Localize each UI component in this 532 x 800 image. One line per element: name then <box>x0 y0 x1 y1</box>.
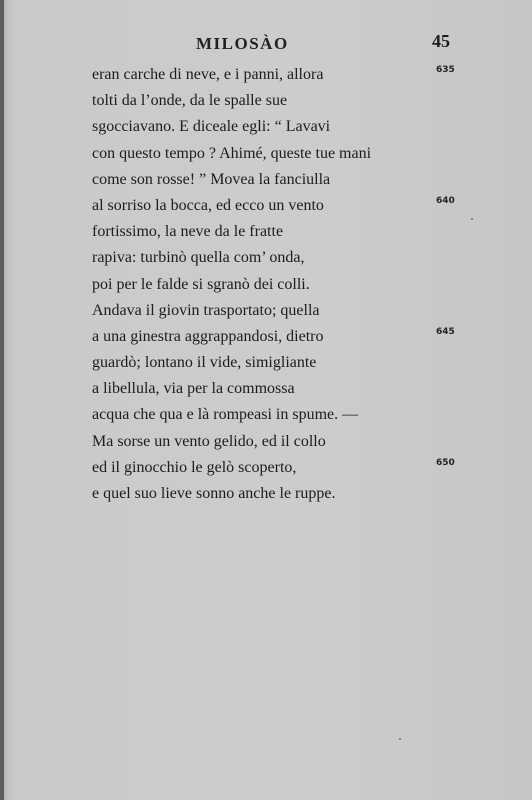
verse-line <box>92 402 452 428</box>
line-number: 650 <box>436 457 455 468</box>
verse-text: sgocciavano. E diceale egli: “ Lavavi <box>92 118 331 136</box>
running-title: MILOSÀO <box>196 34 289 53</box>
verse-line <box>92 245 452 271</box>
verse-text: poi per le falde si sgranò dei colli. <box>92 275 310 293</box>
verse-text: Ma sorse un vento gelido, ed il collo <box>92 432 326 450</box>
verse-text: eran carche di neve, e i panni, allora <box>92 66 324 83</box>
verse-text: e quel suo lieve sonno anche le ruppe. <box>92 485 336 502</box>
verse-line <box>92 350 452 376</box>
verse-text: con questo tempo ? Ahimé, queste tue mani <box>92 144 372 162</box>
verse-text: a una ginestra aggrappandosi, dietro <box>92 327 324 345</box>
verse-text: rapiva: turbinò quella com’ onda, <box>92 249 305 267</box>
verse-text: acqua che qua e là rompeasi in spume. — <box>92 406 359 424</box>
verse-text: al sorriso la bocca, ed ecco un vento <box>92 196 324 214</box>
verse-text: guardò; lontano il vide, simigliante <box>92 354 317 372</box>
verse-line <box>92 167 452 193</box>
line-number: 645 <box>436 326 455 337</box>
verse-line <box>92 376 452 402</box>
verse-line <box>92 324 455 350</box>
verse-line <box>92 141 452 167</box>
paper-speck <box>399 738 401 740</box>
page-spine-edge <box>0 0 4 800</box>
verse-line <box>92 219 452 245</box>
verse-line <box>92 455 455 481</box>
verse-line <box>92 88 452 114</box>
verse-line <box>92 429 452 455</box>
paper-speck <box>471 218 473 220</box>
page-number: 45 <box>432 31 450 51</box>
verse-line <box>92 62 455 88</box>
verse-line <box>92 298 452 324</box>
verse-text: fortissimo, la neve da le fratte <box>92 223 284 241</box>
verse-text: ed il ginocchio le gelò scoperto, <box>92 458 297 476</box>
verse-text: come son rosse! ” Movea la fanciulla <box>92 170 331 188</box>
verse-line <box>92 481 452 507</box>
line-number: 640 <box>436 195 455 206</box>
verse-text: a libellula, via per la commossa <box>92 380 295 398</box>
verse-line <box>92 114 452 140</box>
verse-line <box>92 193 455 219</box>
verse-text: tolti da l’onde, da le spalle sue <box>92 92 288 110</box>
verse-line <box>92 272 452 298</box>
verse-text: Andava il giovin trasportato; quella <box>92 301 320 319</box>
line-number: 635 <box>436 65 455 75</box>
poem-text-block <box>92 62 455 507</box>
